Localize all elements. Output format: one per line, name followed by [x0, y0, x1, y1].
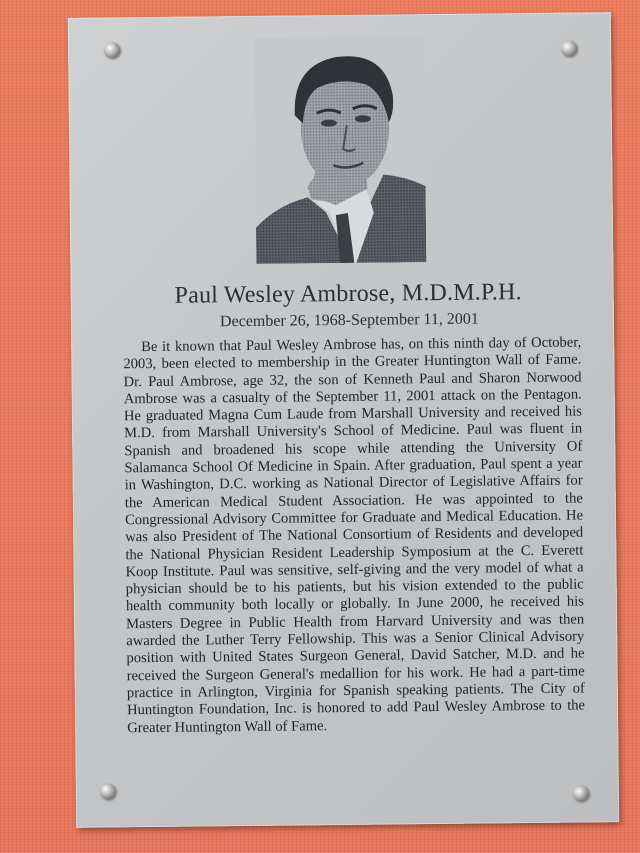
- screw-icon: [573, 785, 589, 801]
- honoree-name: Paul Wesley Ambrose, M.D.M.P.H.: [174, 279, 522, 309]
- biography-text: Be it known that Paul Wesley Ambrose has, on this ninth day of October, 2003, been elected to membership in the Greater Huntington Wall of Fame. Dr. Paul Ambrose, age 32, the son of Kenneth Paul and Sharon Norwood Ambrose was a casualty of the September 11, 2001 attack on the Pentagon. He graduated Magna Cum Laude from Marshall University and received his M.D. from Marshall University's School of Medicine. Paul was fluent in Spanish and broadened his scope while attending the University Of Salamanca School Of Medicine in Spain. After graduation, Paul spent a year in Washington, D.C. working as National Director of Legislative Affairs for the American Medical Student Association. He was appointed to the Congressional Advisory Committee for Graduate and Medical Education. He was also President of The National Consortium of Residents and developed the National Physician Resident Leadership Symposium at the C. Everett Koop Institute. Paul was sensitive, self-giving and the very model of what a physician should be to his patients, but his vision extended to the public health community both locally or globally. In June 2000, he received his Masters Degree in Public Health from Harvard University and was then awarded the Luther Terry Fellowship. This was a Senior Clinical Advisory position with United States Surgeon General, David Satcher, M.D. and he received the Surgeon General's medallion for his work. He had a part-time practice in Arlington, Virginia for Spanish speaking patients. The City of Huntington Foundation, Inc. is honored to add Paul Wesley Ambrose to the Greater Huntington Wall of Fame.: [123, 334, 586, 736]
- screw-icon: [100, 783, 116, 799]
- screw-icon: [104, 42, 120, 58]
- memorial-plaque: [68, 12, 619, 828]
- portrait-image: [254, 36, 426, 264]
- screw-icon: [561, 41, 577, 57]
- life-dates: December 26, 1968-September 11, 2001: [219, 310, 479, 331]
